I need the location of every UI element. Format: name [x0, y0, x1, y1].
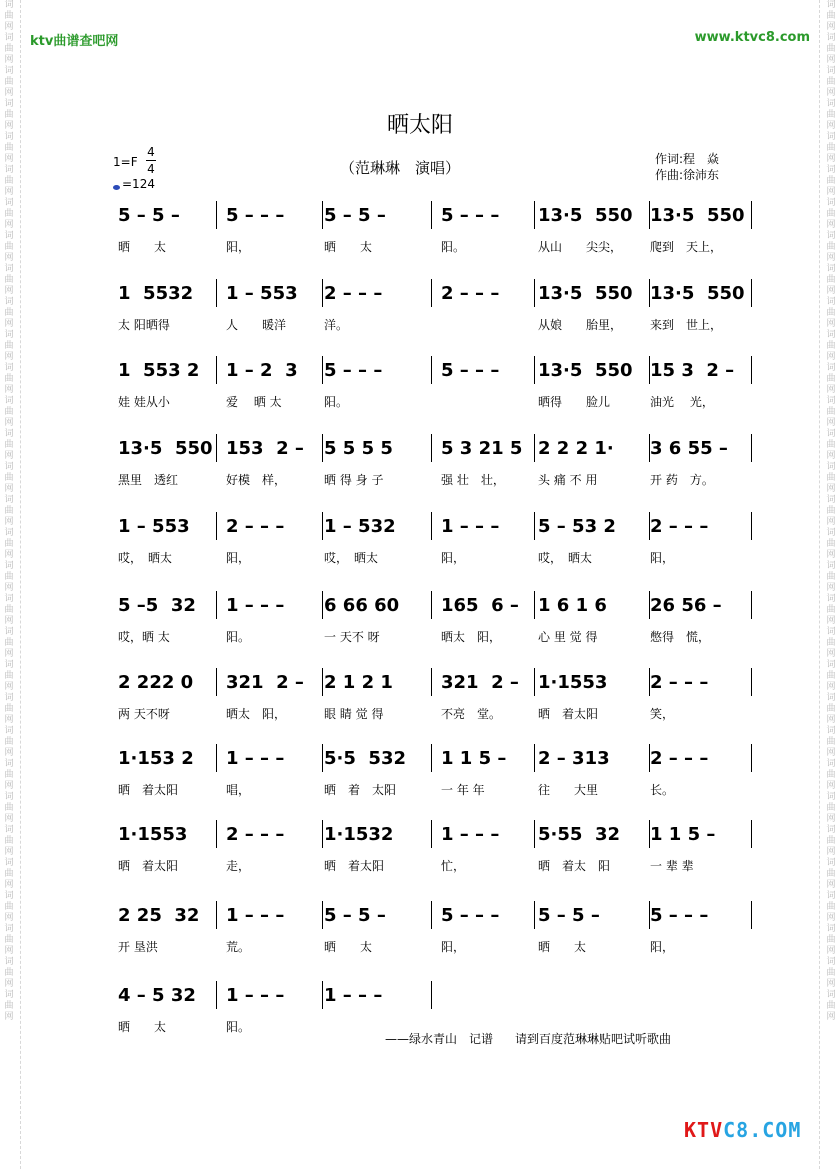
transcriber-credit: ——绿水青山 记谱 [385, 1032, 494, 1046]
measure-notes: 1 1 5 – [650, 824, 716, 845]
ktvc8-logo: KTVC8.COM [684, 1118, 802, 1142]
measure-lyrics: 走， [226, 859, 251, 873]
listen-hint: 请到百度范琳琳贴吧试听歌曲 [515, 1032, 672, 1046]
measure-lyrics: 一 辈 辈 [650, 859, 694, 873]
measure-notes: 2 – 313 [538, 748, 610, 769]
measure-notes: 2 – – – [324, 283, 383, 304]
measure-lyrics: 阳。 [226, 1020, 251, 1034]
measure-notes: 2 – – – [650, 516, 709, 537]
time-denominator: 4 [147, 162, 155, 176]
measure-lyrics: 黑里 透红 [118, 473, 179, 487]
measure-lyrics: 晒 太 [118, 240, 167, 254]
score-row [0, 824, 840, 884]
measure-notes: 15 3 2 – [650, 360, 735, 381]
measure-lyrics: 晒得 脸儿 [538, 395, 611, 409]
credits [655, 151, 719, 183]
measure-notes: 6 66 60 [324, 595, 400, 616]
measure-lyrics: 晒太 阳， [226, 707, 287, 721]
measure-notes: 1 – – – [441, 824, 500, 845]
measure-notes: 13·5 550 [538, 360, 633, 381]
score-row [0, 595, 840, 655]
measure-lyrics: 来到 世上， [650, 318, 723, 332]
measure-notes: 3 6 55 – [650, 438, 728, 459]
measure-lyrics: 长。 [650, 783, 675, 797]
measure-notes: 1 – 2 3 [226, 360, 298, 381]
measure-notes: 153 2 – [226, 438, 304, 459]
measure-lyrics: 阳， [650, 940, 675, 954]
time-divider [146, 160, 156, 161]
left-watermark: 词曲网词曲网词曲网词曲网词曲网词曲网词曲网词曲网词曲网词曲网词曲网词曲网词曲网词曲网词曲网词曲网词曲网词曲网词曲网词曲网词曲网词曲网词曲网词曲网词曲网词曲网词曲网词曲网词曲网词曲网词曲网 [4, 0, 14, 1022]
measure-notes: 5 – 5 – [324, 205, 386, 226]
measure-notes: 2 2 2 1· [538, 438, 614, 459]
measure-notes: 5 – 5 – [118, 205, 180, 226]
measure-lyrics: 晒 太 [324, 240, 373, 254]
tempo-marking [113, 177, 155, 191]
score-row [0, 516, 840, 576]
measure-notes: 1 1 5 – [441, 748, 507, 769]
measure-notes: 2 – – – [650, 672, 709, 693]
measure-notes: 1·153 2 [118, 748, 194, 769]
measure-notes: 5 – 5 – [538, 905, 600, 926]
measure-notes: 5 – – – [441, 360, 500, 381]
measure-lyrics: 笑， [650, 707, 675, 721]
measure-notes: 5·55 32 [538, 824, 620, 845]
measure-lyrics: 眼 睛 觉 得 [324, 707, 384, 721]
measure-lyrics: 阳， [226, 551, 251, 565]
quarter-note-icon [113, 185, 120, 190]
measure-lyrics: 从娘 胎里， [538, 318, 623, 332]
measure-lyrics: 晒 太 [324, 940, 373, 954]
measure-lyrics: 哎， 晒太 [324, 551, 379, 565]
measure-lyrics: 晒 着太阳 [118, 859, 179, 873]
measure-notes: 5 – – – [441, 905, 500, 926]
measure-notes: 2 – – – [226, 824, 285, 845]
measure-notes: 13·5 550 [118, 438, 213, 459]
measure-notes: 321 2 – [226, 672, 304, 693]
site-name-left[interactable]: ktv曲谱查吧网 [30, 34, 119, 49]
measure-lyrics: 哎，晒 太 [118, 630, 170, 644]
time-numerator: 4 [147, 145, 155, 159]
key-signature: 1=F [113, 155, 138, 169]
measure-notes: 2 1 2 1 [324, 672, 393, 693]
measure-lyrics: 爱 晒 太 [226, 395, 282, 409]
measure-notes: 1 – – – [226, 985, 285, 1006]
measure-notes: 5·5 532 [324, 748, 406, 769]
measure-notes: 13·5 550 [650, 283, 745, 304]
measure-lyrics: 晒 太 [118, 1020, 167, 1034]
measure-notes: 5 – – – [324, 360, 383, 381]
measure-lyrics: 一 天不 呀 [324, 630, 380, 644]
score-row [0, 283, 840, 343]
measure-notes: 1 – – – [324, 985, 383, 1006]
measure-notes: 5 5 5 5 [324, 438, 393, 459]
measure-lyrics: 阳。 [441, 240, 466, 254]
site-url-right[interactable]: www.ktvc8.com [694, 30, 810, 45]
measure-notes: 1·1553 [538, 672, 608, 693]
measure-notes: 1·1553 [118, 824, 188, 845]
measure-lyrics: 阳， [226, 240, 251, 254]
measure-lyrics: 好模 样， [226, 473, 287, 487]
song-title: 晒太阳 [386, 113, 453, 138]
tempo-value: =124 [122, 177, 155, 191]
measure-lyrics: 晒 着太阳 [118, 783, 179, 797]
measure-notes: 13·5 550 [538, 205, 633, 226]
measure-notes: 1 – 532 [324, 516, 396, 537]
measure-lyrics: 人 暖洋 [226, 318, 287, 332]
score-row [0, 748, 840, 808]
measure-lyrics: 开 药 方。 [650, 473, 714, 487]
measure-lyrics: 阳， [441, 551, 466, 565]
measure-notes: 2 25 32 [118, 905, 200, 926]
measure-lyrics: 阳， [441, 940, 466, 954]
measure-notes: 1 – 553 [118, 516, 190, 537]
measure-notes: 2 – – – [226, 516, 285, 537]
measure-lyrics: 晒 着 太阳 [324, 783, 397, 797]
measure-lyrics: 从山 尖尖， [538, 240, 623, 254]
measure-lyrics: 头 痛 不 用 [538, 473, 598, 487]
measure-lyrics: 唱， [226, 783, 251, 797]
measure-lyrics: 晒 着太阳 [538, 707, 599, 721]
measure-notes: 1 – 553 [226, 283, 298, 304]
measure-lyrics: 强 壮 壮， [441, 473, 505, 487]
measure-notes: 13·5 550 [650, 205, 745, 226]
measure-notes: 1 – – – [226, 595, 285, 616]
measure-notes: 1 5532 [118, 283, 194, 304]
measure-lyrics: 晒 着太阳 [324, 859, 385, 873]
measure-lyrics: 阳， [650, 551, 675, 565]
measure-notes: 5 – 53 2 [538, 516, 616, 537]
measure-lyrics: 一 年 年 [441, 783, 485, 797]
measure-lyrics: 娃 娃从小 [118, 395, 170, 409]
measure-lyrics: 晒 太 [538, 940, 587, 954]
measure-lyrics: 油光 光， [650, 395, 714, 409]
measure-notes: 1 553 2 [118, 360, 200, 381]
measure-notes: 5 – – – [226, 205, 285, 226]
measure-lyrics: 哎， 晒太 [538, 551, 593, 565]
measure-notes: 1·1532 [324, 824, 394, 845]
measure-lyrics: 洋。 [324, 318, 349, 332]
measure-lyrics: 晒 得 身 子 [324, 473, 384, 487]
measure-lyrics: 荒。 [226, 940, 251, 954]
measure-notes: 2 – – – [441, 283, 500, 304]
measure-notes: 1 – – – [226, 905, 285, 926]
measure-lyrics: 哎， 晒太 [118, 551, 173, 565]
measure-notes: 1 – – – [441, 516, 500, 537]
measure-lyrics: 心 里 觉 得 [538, 630, 598, 644]
measure-lyrics: 往 大里 [538, 783, 599, 797]
measure-notes: 5 3 21 5 [441, 438, 523, 459]
measure-notes: 2 – – – [650, 748, 709, 769]
measure-notes: 13·5 550 [538, 283, 633, 304]
right-watermark: 词曲网词曲网词曲网词曲网词曲网词曲网词曲网词曲网词曲网词曲网词曲网词曲网词曲网词曲网词曲网词曲网词曲网词曲网词曲网词曲网词曲网词曲网词曲网词曲网词曲网词曲网词曲网词曲网词曲网词曲网词曲网 [826, 0, 836, 1022]
score-row [0, 672, 840, 732]
measure-notes: 26 56 – [650, 595, 722, 616]
measure-lyrics: 阳。 [324, 395, 349, 409]
measure-lyrics: 开 垦洪 [118, 940, 158, 954]
measure-notes: 321 2 – [441, 672, 519, 693]
measure-lyrics: 阳。 [226, 630, 251, 644]
score-row [0, 360, 840, 420]
measure-notes: 1 6 1 6 [538, 595, 607, 616]
measure-notes: 4 – 5 32 [118, 985, 196, 1006]
composer: 作曲:徐沛东 [655, 168, 720, 182]
measure-lyrics: 两 天不呀 [118, 707, 170, 721]
measure-lyrics: 爬到 天上， [650, 240, 723, 254]
score-row [0, 438, 840, 498]
measure-notes: 1 – – – [226, 748, 285, 769]
measure-lyrics: 憋得 慌， [650, 630, 711, 644]
measure-notes: 2 222 0 [118, 672, 194, 693]
score-row [0, 905, 840, 965]
measure-lyrics: 晒 着太 阳 [538, 859, 611, 873]
score-row [0, 205, 840, 265]
measure-notes: 165 6 – [441, 595, 519, 616]
measure-lyrics: 太 阳晒得 [118, 318, 170, 332]
measure-lyrics: 晒太 阳， [441, 630, 502, 644]
measure-notes: 5 – – – [650, 905, 709, 926]
measure-notes: 5 –5 32 [118, 595, 196, 616]
time-signature [146, 145, 156, 176]
singer-credit: （范琳琳 演唱） [340, 159, 461, 177]
measure-lyrics: 忙， [441, 859, 466, 873]
measure-notes: 5 – – – [441, 205, 500, 226]
lyricist: 作词:程 焱 [655, 152, 720, 166]
measure-notes: 5 – 5 – [324, 905, 386, 926]
measure-lyrics: 不亮 堂。 [441, 707, 502, 721]
